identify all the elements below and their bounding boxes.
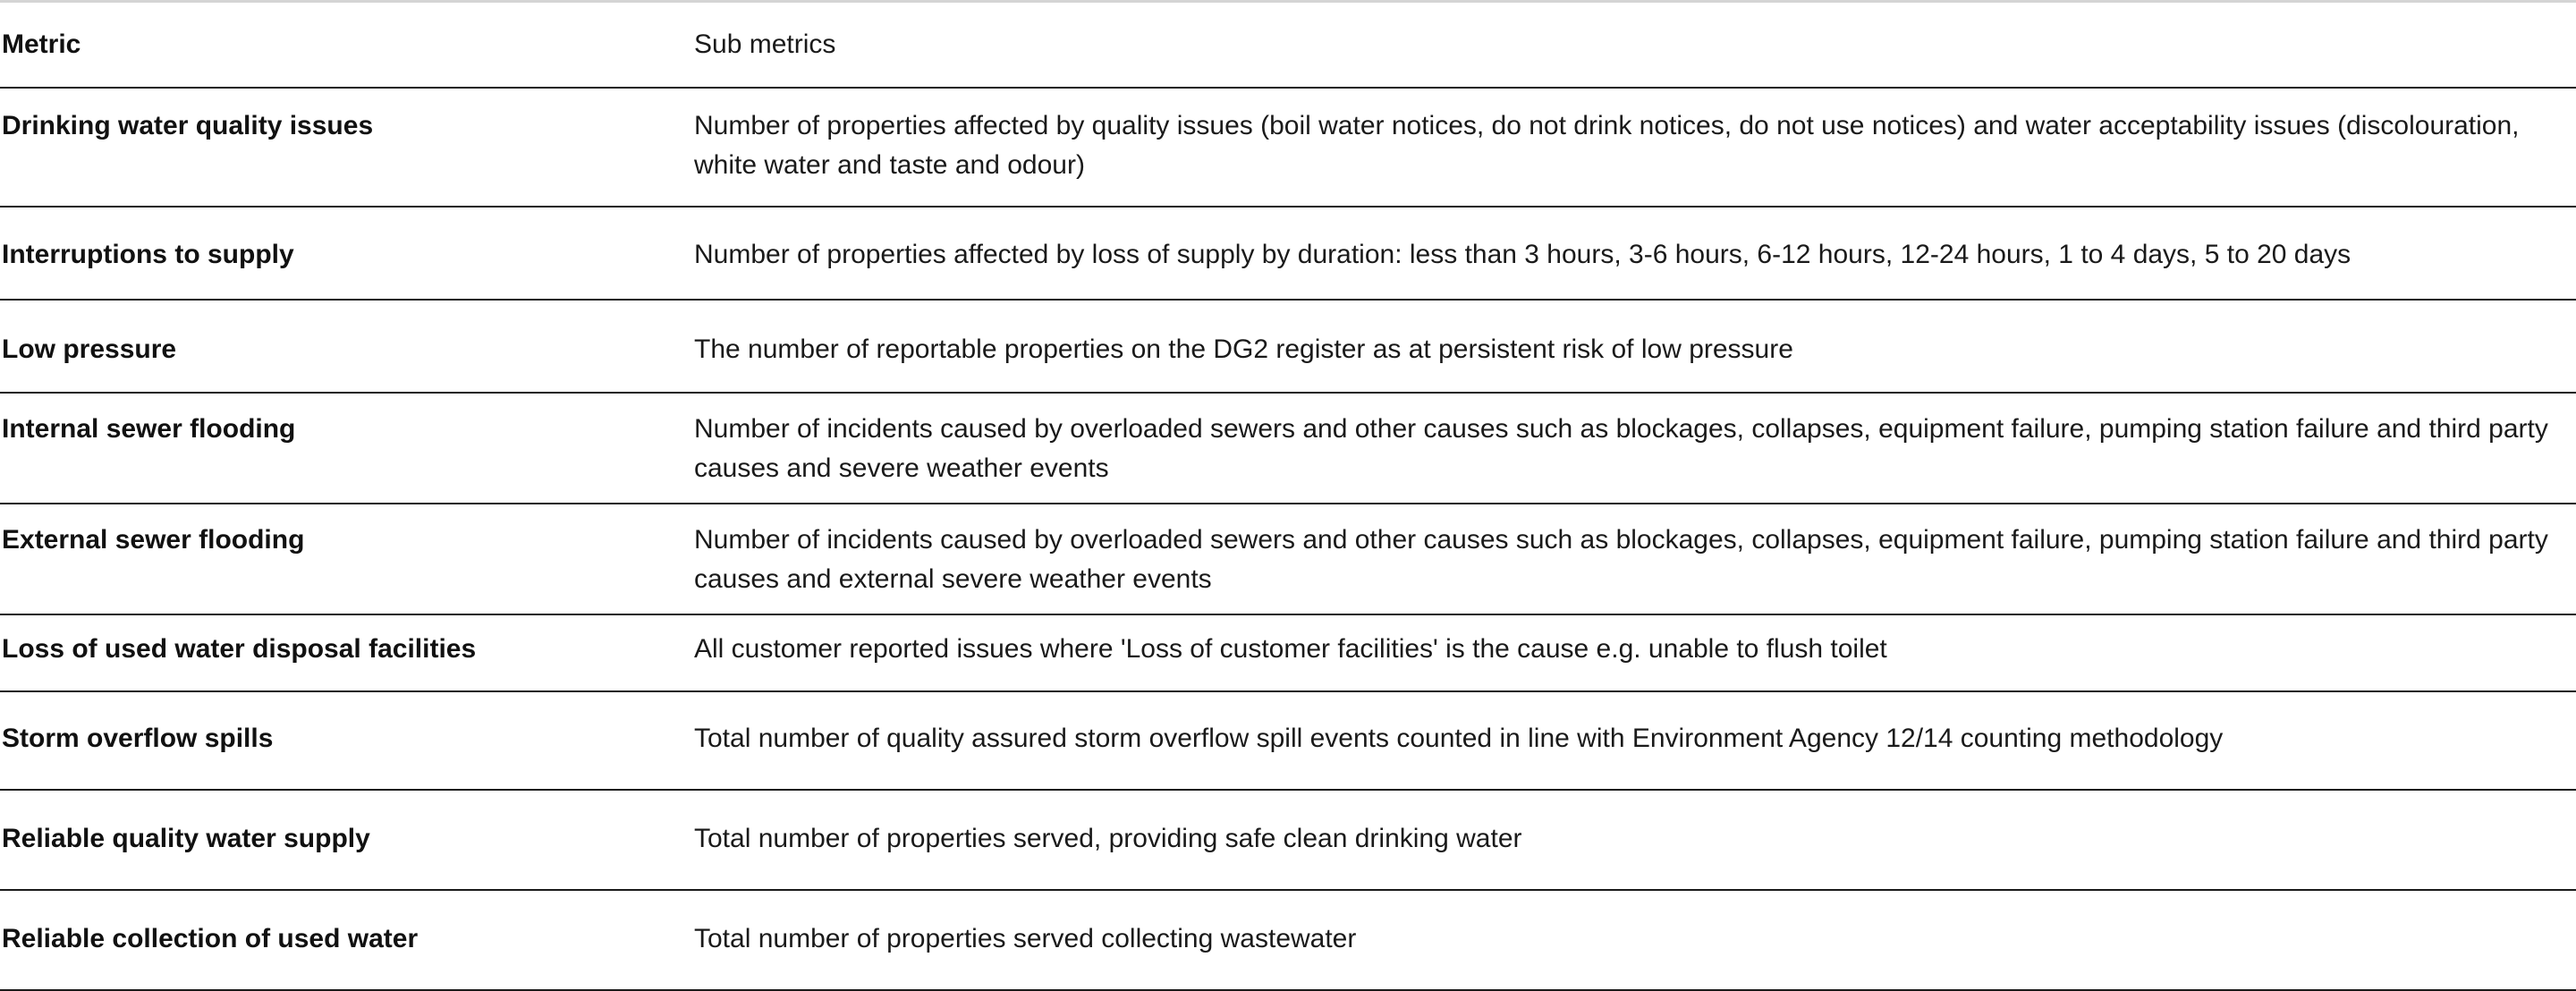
table-row	[0, 504, 2576, 615]
metric-cell: Reliable quality water supply	[2, 824, 370, 853]
table-row	[0, 89, 2576, 208]
sub-metrics-cell: Number of incidents caused by overloaded sewers and other causes such as blockages, collapses, equipment failure, pumping station failure and third party causes and external severe weather events	[694, 525, 2548, 594]
sub-metrics-cell: All customer reported issues where 'Loss of customer facilities' is the cause e.g. unable to flush toilet	[694, 634, 1887, 664]
sub-metrics-cell: Total number of properties served, providing safe clean drinking water	[694, 824, 1522, 853]
sub-metrics-cell: Number of properties affected by loss of supply by duration: less than 3 hours, 3-6 hours, 6-12 hours, 12-24 hours, 1 to 4 days, 5 to 20 days	[694, 240, 2351, 269]
sub-metrics-cell: Number of incidents caused by overloaded sewers and other causes such as blockages, collapses, equipment failure, pumping station failure and third party causes and severe weather events	[694, 414, 2548, 483]
table-row	[0, 301, 2576, 394]
table-row	[0, 692, 2576, 791]
metric-cell: Storm overflow spills	[2, 724, 274, 753]
sub-metrics-cell: Number of properties affected by quality issues (boil water notices, do not drink notices, do not use notices) and water acceptability issues (discolouration, white water and taste and odour)	[694, 111, 2520, 180]
table-row	[0, 208, 2576, 301]
table-header-row	[0, 3, 2576, 89]
column-header-sub-metrics: Sub metrics	[694, 30, 836, 59]
column-header-metric: Metric	[2, 30, 81, 59]
sub-metrics-cell: Total number of properties served collecting wastewater	[694, 924, 1357, 953]
table-row	[0, 791, 2576, 891]
sub-metrics-cell: The number of reportable properties on the DG2 register as at persistent risk of low pressure	[694, 335, 1793, 364]
metric-cell: Loss of used water disposal facilities	[2, 634, 477, 664]
table-row	[0, 891, 2576, 991]
metric-cell: Drinking water quality issues	[2, 111, 374, 140]
table-row	[0, 615, 2576, 692]
table-row	[0, 394, 2576, 504]
metric-cell: Reliable collection of used water	[2, 924, 419, 953]
metric-cell: Internal sewer flooding	[2, 414, 296, 444]
metric-cell: External sewer flooding	[2, 525, 305, 555]
sub-metrics-cell: Total number of quality assured storm overflow spill events counted in line with Environment Agency 12/14 counting methodology	[694, 724, 2224, 753]
metric-cell: Interruptions to supply	[2, 240, 294, 269]
metric-cell: Low pressure	[2, 335, 177, 364]
